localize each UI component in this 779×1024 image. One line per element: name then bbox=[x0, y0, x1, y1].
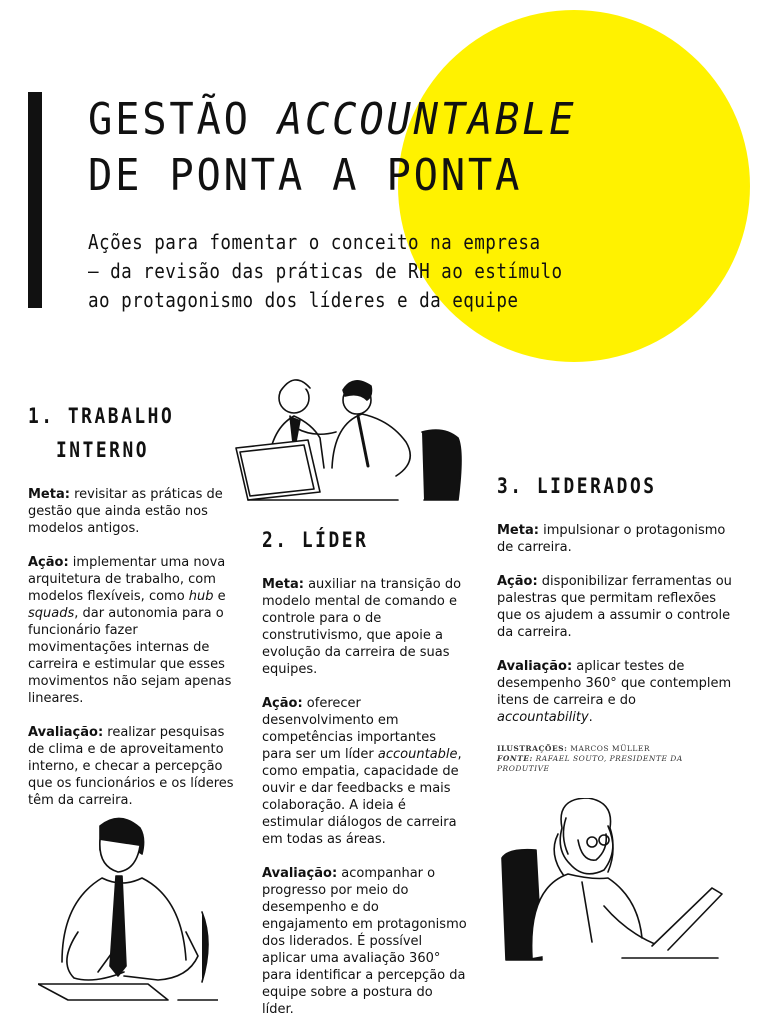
title-line1-a: GESTÃO bbox=[88, 94, 278, 145]
section3-heading: 3. LIDERADOS bbox=[497, 474, 657, 498]
page-title bbox=[88, 92, 576, 204]
section1-acao: Ação: implementar uma nova arquitetura de trabalho, com modelos flexíveis, como hub e squads, dar autonomia para o funcionário fazer movimentações internas de carreira e estimular que esses movimentos não sejam apenas lineares. bbox=[28, 555, 232, 706]
section2-body bbox=[262, 576, 467, 1024]
illustration-credit: ILUSTRAÇÕES: MARCOS MÜLLER bbox=[497, 744, 650, 753]
section2-heading: 2. LÍDER bbox=[262, 528, 369, 552]
subtitle-line2: — da revisão das práticas de RH ao estímulo bbox=[88, 259, 563, 283]
section1-avaliacao: Avaliação: realizar pesquisas de clima e de aproveitamento interno, e checar a percepção que os funcionários e os líderes têm da carreira. bbox=[28, 725, 234, 808]
title-line2: DE PONTA A PONTA bbox=[88, 150, 523, 201]
section2-acao: Ação: oferecer desenvolvimento em competências importantes para ser um líder accountable, como empatia, capacidade de ouvir e dar feedbacks e mais colaboração. A ideia é estimular diálogos de carreira em todas as áreas. bbox=[262, 696, 462, 847]
source-credit: FONTE: RAFAEL SOUTO, PRESIDENTE DA PRODUTIVE bbox=[497, 754, 683, 773]
man-writing-illustration bbox=[38, 812, 218, 1008]
credits bbox=[497, 744, 727, 774]
section1-meta: Meta: revisitar as práticas de gestão que ainda estão nos modelos antigos. bbox=[28, 487, 223, 536]
two-men-laptop-illustration bbox=[232, 368, 472, 508]
subtitle-line1: Ações para fomentar o conceito na empresa bbox=[88, 230, 541, 254]
section3-meta: Meta: impulsionar o protagonismo de carreira. bbox=[497, 523, 726, 555]
woman-laptop-illustration bbox=[492, 798, 724, 974]
section1-heading-line2: INTERNO bbox=[56, 438, 150, 462]
title-accent-bar bbox=[28, 92, 42, 308]
section2-avaliacao: Avaliação: acompanhar o progresso por meio do desempenho e do engajamento em protagonismo dos liderados. É possível aplicar uma avaliação 360° para identificar a percepção da equipe sobre a postura do líder. bbox=[262, 866, 467, 1017]
section3-avaliacao: Avaliação: aplicar testes de desempenho 360° que contemplem itens de carreira e do accountability. bbox=[497, 659, 732, 725]
section1-body bbox=[28, 486, 238, 826]
section2-meta: Meta: auxiliar na transição do modelo mental de comando e controle para o de construtivismo, que apoie a evolução da carreira de suas equipes. bbox=[262, 577, 462, 677]
section3-body bbox=[497, 522, 732, 743]
section1-heading-line1: 1. TRABALHO bbox=[28, 404, 175, 428]
title-line1-b: ACCOUNTABLE bbox=[277, 94, 577, 145]
section3-acao: Ação: disponibilizar ferramentas ou palestras que permitam reflexões que os ajudem a assumir o controle da carreira. bbox=[497, 574, 732, 640]
page-subtitle bbox=[88, 228, 581, 315]
subtitle-line3: ao protagonismo dos líderes e da equipe bbox=[88, 288, 519, 312]
